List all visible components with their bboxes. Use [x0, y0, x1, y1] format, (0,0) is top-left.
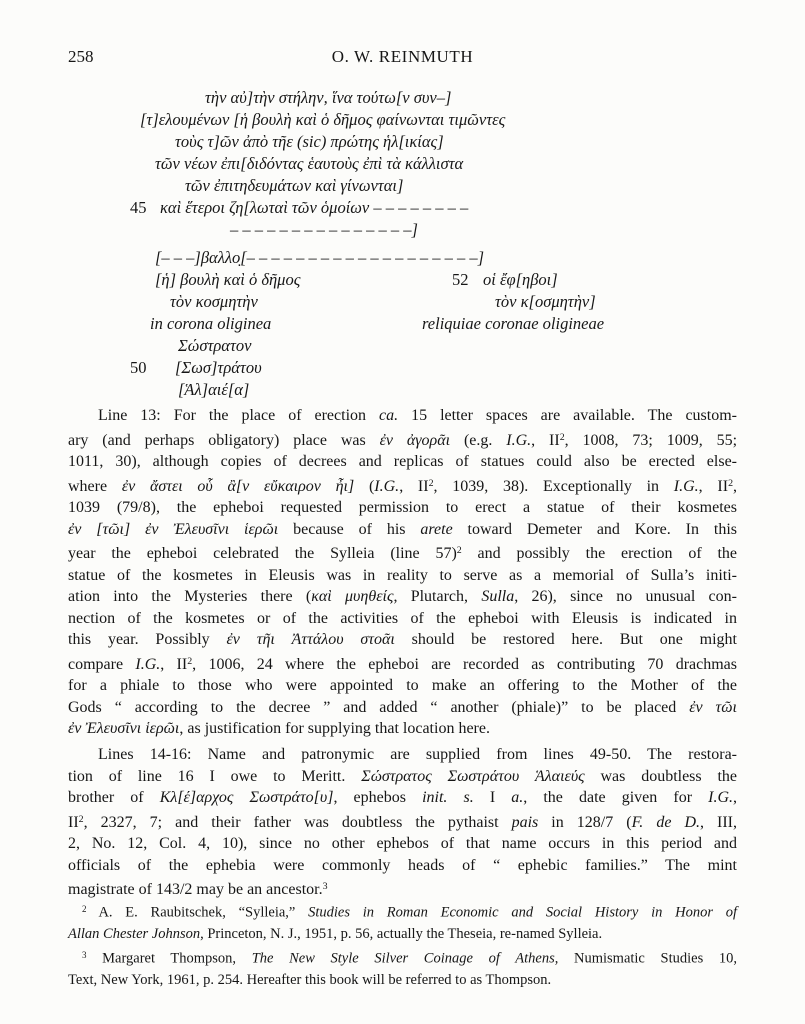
greek-line-text: τὸν κοσμητὴν [170, 292, 258, 311]
text-line: Lines 14-16: Name and patronymic are supplied from lines 49-50. The restora- [98, 746, 737, 764]
inscription-line [68, 132, 737, 154]
text-line: $II^2$, 2327, 7; and their father was doubtless the pythaist pais in 128/7 (F. de D., III, [68, 813, 738, 831]
text-line: Line 13: For the place of erection ca. 15 letter spaces are available. The custom- [98, 407, 738, 424]
footnote-3 [68, 945, 737, 991]
text-line: statue of the kosmetes in Eleusis was in reality to serve as a memorial of Sulla’s initi- [68, 566, 737, 584]
text-line: magistrate of 143/2 may be an ancestor.$^3$ [68, 881, 328, 899]
commentary-text [68, 405, 737, 901]
commentary-paragraph-line-13 [68, 405, 737, 740]
inscription-line [68, 314, 737, 336]
text-line: ἐν Ἐλευσῖνι ἱερῶι, as justification for supplying that location here. [68, 720, 490, 738]
text-line: brother of Κλ[έ]αρχος Σωστράτο[υ], ephebos init. s. I a., the date given for I.G., [68, 789, 738, 807]
greek-line-text: [Ἁλ]αιέ[α] [178, 380, 250, 399]
greek-line-text: τὴν αὐ]τὴν στήλην, ἵνα τούτω[ν συν–] [205, 88, 452, 107]
line-number: 45 [130, 198, 147, 217]
inscription-line [68, 198, 737, 220]
greek-line-text: [τ]ελουμένων [ἡ βουλὴ καὶ ὁ δῆμος φαίνωνται τιμῶντες [140, 110, 506, 129]
text-line: for a phiale to those who were appointed to make an offering to the Mother of the [68, 677, 737, 695]
inscription-line [68, 220, 737, 242]
footnotes-block [68, 899, 737, 992]
inscription-line [68, 88, 737, 110]
inscription-line [68, 270, 737, 292]
text-line: year the epheboi celebrated the Sylleia (line 57)$^2$ and possibly the erection of the [68, 545, 737, 563]
footnote-line: Allan Chester Johnson, Princeton, N. J., 1951, p. 56, actually the Theseia, re-named Sylleia. [68, 925, 603, 942]
footnote-line: $^2$ A. E. Raubitschek, “Sylleia,” Studies in Roman Economic and Social History in Honor of [82, 904, 737, 921]
footnote-line: $^3$ Margaret Thompson, The New Style Silver Coinage of Athens, Numismatic Studies 10, [82, 950, 737, 967]
text-line: where ἐν ἄστει οὗ ἂ[ν εὔκαιρον ἦι] (I.G., $II^2$, 1039, 38). Exceptionally in I.G., $II^2$, [68, 477, 738, 495]
page-number: 258 [68, 47, 94, 66]
text-line: compare I.G., $II^2$, 1006, 24 where the epheboi are recorded as contributing 70 drachmas [68, 655, 738, 673]
greek-line-text: τῶν νέων ἐπι[διδόντας ἑαυτοὺς ἐπὶ τὰ κάλλιστα [155, 154, 464, 173]
footnote-2 [68, 899, 737, 945]
inscription-line [68, 292, 737, 314]
line-number: 52 [452, 270, 469, 289]
line-number: 50 [130, 358, 147, 377]
text-line: 1039 (79/8), the epheboi requested permission to erect a statue of their kosmetes [68, 499, 737, 517]
text-line: ἐν [τῶι] ἐν Ἐλευσῖνι ἱερῶι because of his arete toward Demeter and Kore. In this [68, 520, 737, 538]
text-line: ary (and perhaps obligatory) place was ἐν ἀγορᾶι (e.g. I.G., $II^2$, 1008, 73; 1009, 55; [68, 431, 738, 449]
text-line: 2, No. 12, Col. 4, 10), since no other ephebos of that name occurs in this period and [68, 835, 737, 853]
text-line: 1011, 30), although copies of decrees and replicas of statues could also be erected else- [68, 453, 737, 471]
greek-line-text: [Σωσ]τράτου [175, 358, 262, 377]
latin-note-left: in corona oliginea [150, 314, 272, 333]
greek-line-text-right: οἱ ἔφ[ηβοι] [483, 270, 558, 289]
inscription-line [68, 336, 737, 358]
greek-line-text: [– – –]βαλλο̣[– – – – – – – – – – – – – – – – – – –] [155, 248, 485, 267]
greek-line-text: τοὺς τ]ῶν ἀπὸ τῆε (sic) πρώτης ἡλ[ικίας] [175, 132, 444, 151]
greek-line-text: [ἡ] βουλὴ καὶ ὁ δῆμος [155, 270, 301, 289]
page-header [0, 47, 805, 69]
inscription-line [68, 110, 737, 132]
greek-line-text: – – – – – – – – – – – – – – –] [230, 220, 418, 239]
footnote-line: Text, New York, 1961, p. 254. Hereafter this book will be referred to as Thompson. [68, 972, 552, 989]
greek-line-text-right: τὸν κ[οσμητὴν] [495, 292, 596, 311]
latin-note-right: reliquiae coronae oligineae [422, 314, 605, 333]
greek-line-text: καὶ ἕτεροι ζη[λωταὶ τῶν ὁμοίων – – – – – – – – [160, 198, 469, 217]
text-line: ation into the Mysteries there (καὶ μυηθείς, Plutarch, Sulla, 26), since no unusual con- [68, 588, 737, 606]
inscription-line [68, 248, 737, 270]
inscription-line [68, 380, 737, 402]
inscription-block [68, 88, 737, 402]
greek-line-text: τῶν ἐπιτηδευμάτων καὶ γίνωνται] [185, 176, 404, 195]
inscription-line [68, 176, 737, 198]
commentary-paragraph-lines-14-16 [68, 744, 737, 901]
running-head: O. W. REINMUTH [331, 47, 474, 66]
text-line: this year. Possibly ἐν τῆι Ἀττάλου στοᾶι should be restored here. But one might [68, 631, 738, 649]
inscription-line [68, 154, 737, 176]
text-line: Gods “ according to the decree ” and added “ another (phiale)” to be placed ἐν τῶι [68, 698, 738, 716]
inscription-line [68, 358, 737, 380]
text-line: officials of the ephebia were commonly heads of “ ephebic families.” The mint [68, 856, 737, 874]
text-line: nection of the kosmetes or of the activities of the epheboi with Eleusis is indicated in [68, 609, 737, 627]
greek-line-text: Σώστρατον [178, 336, 252, 355]
text-line: tion of line 16 I owe to Meritt. Σώστρατος Σωστράτου Ἁλαιεύς was doubtless the [68, 767, 738, 785]
